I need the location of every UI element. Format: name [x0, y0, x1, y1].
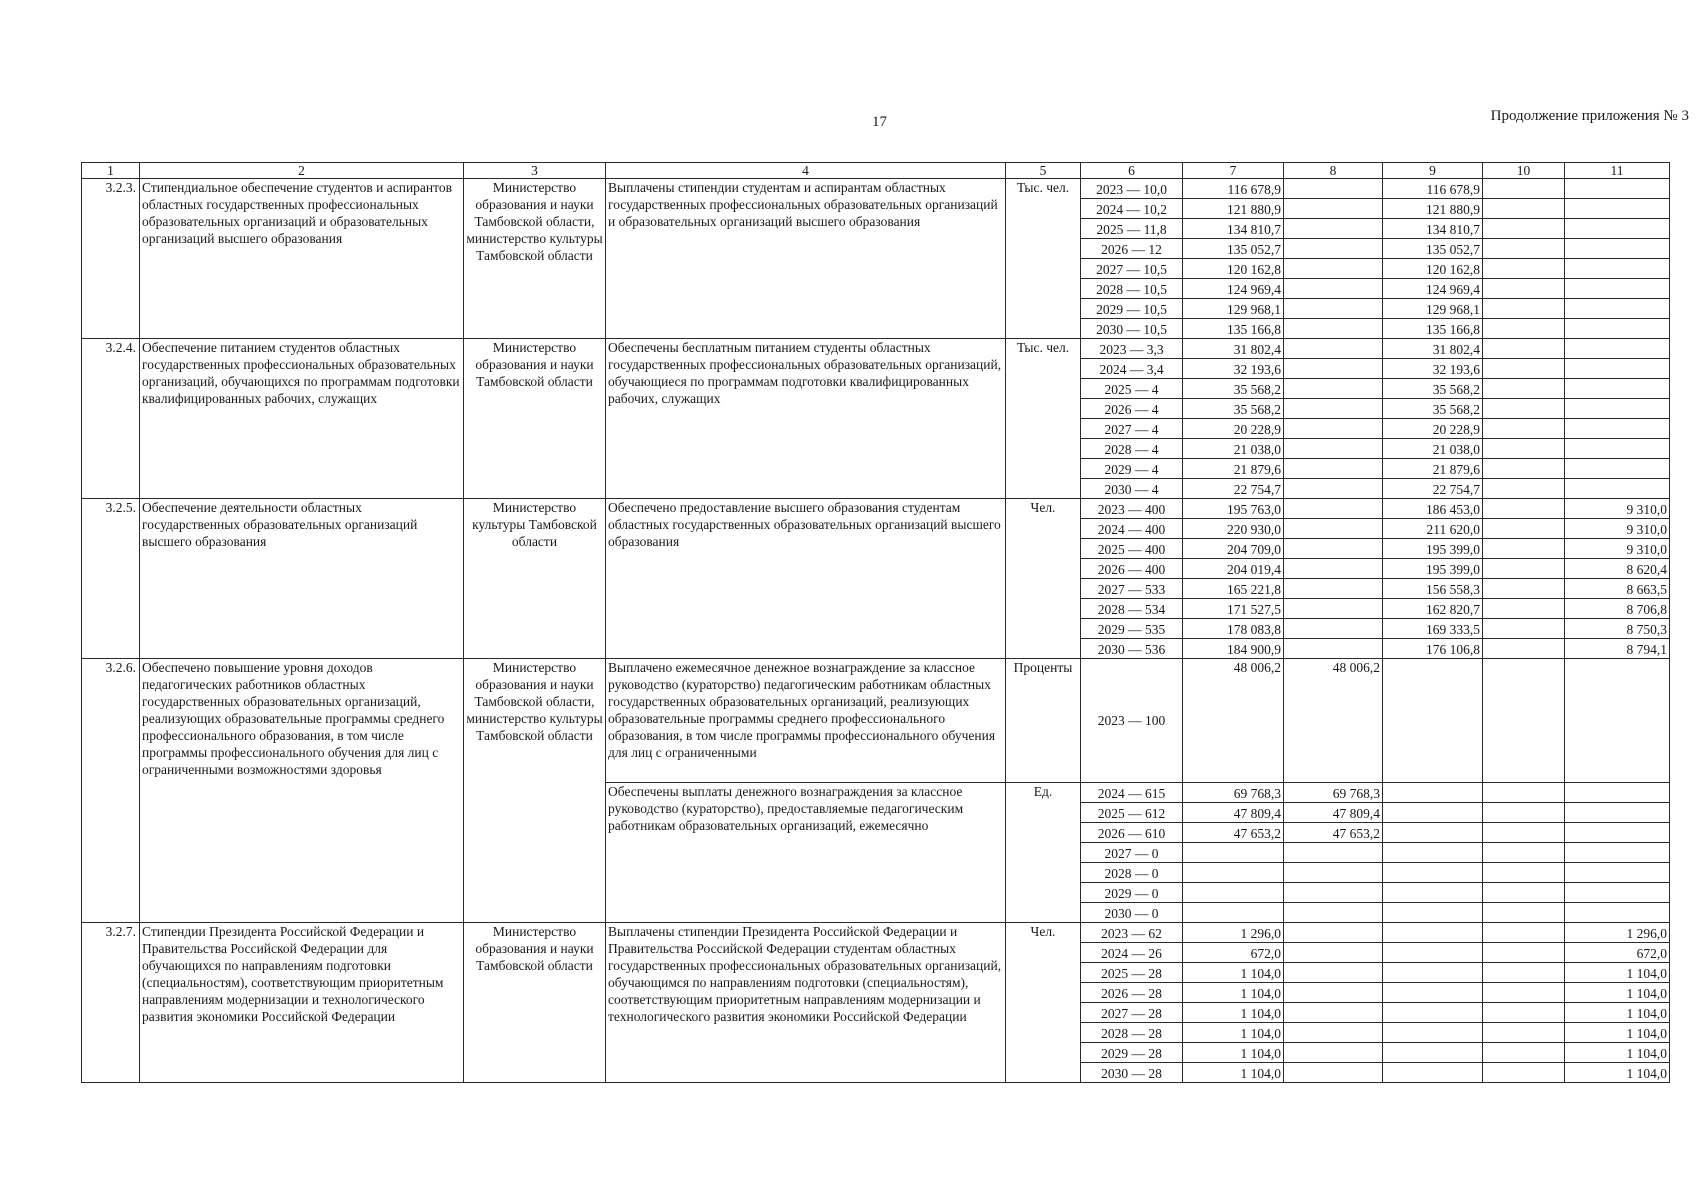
funding-col8-cell — [1284, 299, 1383, 319]
funding-col8-cell: 47 653,2 — [1284, 823, 1383, 843]
funding-col8-cell — [1284, 963, 1383, 983]
year-target-cell: 2027 — 0 — [1081, 843, 1183, 863]
item-code: 3.2.7. — [82, 923, 140, 1083]
funding-col9-cell: 195 399,0 — [1383, 559, 1483, 579]
total-funding-cell: 47 809,4 — [1183, 803, 1284, 823]
total-funding-cell: 124 969,4 — [1183, 279, 1284, 299]
item-name: Обеспечение деятельности областных государственных образовательных организаций высшего образования — [140, 499, 464, 659]
funding-cell: 48 006,2 — [1284, 659, 1383, 783]
item-result: Выплачены стипендии Президента Российской Федерации и Правительства Российской Федерации студентам областных государственных профессиональных образовательных организаций, обучающимся по направлениям подготовки (специальностям), соответствующим приоритетным направлениям модернизации и технологического развития экономики Российской Федерации — [606, 923, 1006, 1083]
funding-col10-cell — [1483, 903, 1565, 923]
funding-col11-cell — [1565, 279, 1670, 299]
item-result: Выплачены стипендии студентам и аспирантам областных государственных профессиональных образовательных организаций и образовательных организаций высшего образования — [606, 179, 1006, 339]
total-funding-cell: 129 968,1 — [1183, 299, 1284, 319]
funding-col11-cell — [1565, 239, 1670, 259]
funding-col10-cell — [1483, 599, 1565, 619]
funding-col8-cell — [1284, 843, 1383, 863]
total-funding-cell: 32 193,6 — [1183, 359, 1284, 379]
funding-col9-cell: 21 879,6 — [1383, 459, 1483, 479]
funding-col8-cell — [1284, 419, 1383, 439]
funding-col10-cell — [1483, 539, 1565, 559]
funding-col11-cell: 8 620,4 — [1565, 559, 1670, 579]
funding-col9-cell: 129 968,1 — [1383, 299, 1483, 319]
year-target-cell: 2024 — 26 — [1081, 943, 1183, 963]
funding-col11-cell — [1565, 339, 1670, 359]
funding-col9-cell: 22 754,7 — [1383, 479, 1483, 499]
year-target-cell: 2029 — 0 — [1081, 883, 1183, 903]
column-header: 6 — [1081, 163, 1183, 179]
year-target-cell: 2030 — 0 — [1081, 903, 1183, 923]
year-target-cell: 2024 — 3,4 — [1081, 359, 1183, 379]
column-header: 11 — [1565, 163, 1670, 179]
column-header: 7 — [1183, 163, 1284, 179]
funding-col10-cell — [1483, 639, 1565, 659]
total-funding-cell: 120 162,8 — [1183, 259, 1284, 279]
total-funding-cell: 135 052,7 — [1183, 239, 1284, 259]
funding-col8-cell — [1284, 639, 1383, 659]
funding-col9-cell — [1383, 843, 1483, 863]
funding-col8-cell — [1284, 359, 1383, 379]
funding-col11-cell: 9 310,0 — [1565, 519, 1670, 539]
item-unit: Чел. — [1006, 923, 1081, 1083]
funding-col10-cell — [1483, 299, 1565, 319]
funding-col9-cell: 162 820,7 — [1383, 599, 1483, 619]
funding-col10-cell — [1483, 219, 1565, 239]
funding-col11-cell: 1 104,0 — [1565, 1003, 1670, 1023]
total-funding-cell: 47 653,2 — [1183, 823, 1284, 843]
appendix-table — [81, 162, 1670, 1083]
funding-col11-cell — [1565, 359, 1670, 379]
funding-col10-cell — [1483, 459, 1565, 479]
funding-col11-cell — [1565, 379, 1670, 399]
funding-col9-cell — [1383, 823, 1483, 843]
funding-col11-cell — [1565, 883, 1670, 903]
item-name: Обеспечение питанием студентов областных государственных профессиональных образовательных организаций, обучающихся по программам подготовки квалифицированных рабочих, служащих — [140, 339, 464, 499]
funding-col11-cell: 8 706,8 — [1565, 599, 1670, 619]
funding-col10-cell — [1483, 983, 1565, 1003]
funding-col11-cell — [1565, 199, 1670, 219]
funding-col10-cell — [1483, 1063, 1565, 1083]
table-row — [82, 339, 1670, 359]
funding-col10-cell — [1483, 783, 1565, 803]
funding-col8-cell — [1284, 179, 1383, 199]
funding-col11-cell — [1565, 823, 1670, 843]
funding-cell: 48 006,2 — [1183, 659, 1284, 783]
funding-col10-cell — [1483, 519, 1565, 539]
item-code: 3.2.5. — [82, 499, 140, 659]
funding-col9-cell — [1383, 1063, 1483, 1083]
item-code: 3.2.3. — [82, 179, 140, 339]
funding-col11-cell: 9 310,0 — [1565, 499, 1670, 519]
funding-col8-cell — [1284, 619, 1383, 639]
total-funding-cell: 220 930,0 — [1183, 519, 1284, 539]
year-target-cell: 2029 — 10,5 — [1081, 299, 1183, 319]
funding-col9-cell: 35 568,2 — [1383, 379, 1483, 399]
year-target-cell: 2026 — 28 — [1081, 983, 1183, 1003]
item-unit: Тыс. чел. — [1006, 339, 1081, 499]
funding-col10-cell — [1483, 259, 1565, 279]
funding-col8-cell — [1284, 319, 1383, 339]
funding-col10-cell — [1483, 619, 1565, 639]
year-target-cell: 2028 — 10,5 — [1081, 279, 1183, 299]
year-target-cell: 2024 — 400 — [1081, 519, 1183, 539]
item-executor: Министерство культуры Тамбовской области — [464, 499, 606, 659]
funding-col11-cell: 1 296,0 — [1565, 923, 1670, 943]
funding-col8-cell — [1284, 883, 1383, 903]
total-funding-cell: 69 768,3 — [1183, 783, 1284, 803]
funding-col11-cell — [1565, 399, 1670, 419]
column-header: 2 — [140, 163, 464, 179]
year-target-cell: 2023 — 3,3 — [1081, 339, 1183, 359]
total-funding-cell: 21 038,0 — [1183, 439, 1284, 459]
year-target-cell: 2023 — 62 — [1081, 923, 1183, 943]
total-funding-cell: 1 104,0 — [1183, 1063, 1284, 1083]
funding-col8-cell: 47 809,4 — [1284, 803, 1383, 823]
funding-col8-cell — [1284, 519, 1383, 539]
funding-col8-cell — [1284, 499, 1383, 519]
funding-col9-cell: 195 399,0 — [1383, 539, 1483, 559]
funding-col10-cell — [1483, 803, 1565, 823]
funding-col9-cell — [1383, 803, 1483, 823]
year-target-cell: 2027 — 10,5 — [1081, 259, 1183, 279]
funding-col10-cell — [1483, 239, 1565, 259]
total-funding-cell — [1183, 843, 1284, 863]
item-executor: Министерство образования и науки Тамбовской области, министерство культуры Тамбовской области — [464, 659, 606, 923]
funding-col8-cell — [1284, 599, 1383, 619]
item-code: 3.2.6. — [82, 659, 140, 923]
funding-col11-cell: 9 310,0 — [1565, 539, 1670, 559]
year-target-cell: 2029 — 4 — [1081, 459, 1183, 479]
funding-col9-cell — [1383, 923, 1483, 943]
column-header: 3 — [464, 163, 606, 179]
column-header: 1 — [82, 163, 140, 179]
total-funding-cell: 1 104,0 — [1183, 1003, 1284, 1023]
funding-col9-cell: 120 162,8 — [1383, 259, 1483, 279]
funding-col10-cell — [1483, 439, 1565, 459]
funding-col9-cell: 135 052,7 — [1383, 239, 1483, 259]
funding-col11-cell: 8 750,3 — [1565, 619, 1670, 639]
funding-col10-cell — [1483, 499, 1565, 519]
funding-col8-cell — [1284, 219, 1383, 239]
year-target-cell: 2028 — 28 — [1081, 1023, 1183, 1043]
total-funding-cell: 204 709,0 — [1183, 539, 1284, 559]
funding-col11-cell: 1 104,0 — [1565, 1043, 1670, 1063]
funding-col9-cell — [1383, 983, 1483, 1003]
funding-col10-cell — [1483, 1023, 1565, 1043]
total-funding-cell — [1183, 883, 1284, 903]
total-funding-cell: 20 228,9 — [1183, 419, 1284, 439]
funding-col11-cell: 1 104,0 — [1565, 983, 1670, 1003]
total-funding-cell: 171 527,5 — [1183, 599, 1284, 619]
funding-col8-cell — [1284, 439, 1383, 459]
funding-col9-cell: 32 193,6 — [1383, 359, 1483, 379]
funding-col9-cell: 116 678,9 — [1383, 179, 1483, 199]
funding-col8-cell — [1284, 1043, 1383, 1063]
funding-col10-cell — [1483, 179, 1565, 199]
funding-col9-cell: 134 810,7 — [1383, 219, 1483, 239]
funding-col10-cell — [1483, 479, 1565, 499]
funding-col10-cell — [1483, 559, 1565, 579]
funding-col8-cell — [1284, 903, 1383, 923]
item-executor: Министерство образования и науки Тамбовской области — [464, 923, 606, 1083]
year-target-cell: 2028 — 0 — [1081, 863, 1183, 883]
item-unit: Ед. — [1006, 783, 1081, 923]
funding-col9-cell: 211 620,0 — [1383, 519, 1483, 539]
total-funding-cell: 134 810,7 — [1183, 219, 1284, 239]
funding-col9-cell — [1383, 963, 1483, 983]
funding-col9-cell — [1383, 863, 1483, 883]
funding-col8-cell — [1284, 459, 1383, 479]
funding-col11-cell — [1565, 219, 1670, 239]
total-funding-cell: 135 166,8 — [1183, 319, 1284, 339]
total-funding-cell: 22 754,7 — [1183, 479, 1284, 499]
item-result: Обеспечено предоставление высшего образования студентам областных государственных образовательных организаций высшего образования — [606, 499, 1006, 659]
funding-col9-cell: 135 166,8 — [1383, 319, 1483, 339]
year-target-cell: 2027 — 28 — [1081, 1003, 1183, 1023]
funding-col8-cell — [1284, 1023, 1383, 1043]
funding-col9-cell: 186 453,0 — [1383, 499, 1483, 519]
funding-col8-cell — [1284, 259, 1383, 279]
funding-col11-cell: 8 794,1 — [1565, 639, 1670, 659]
year-target-cell: 2029 — 535 — [1081, 619, 1183, 639]
funding-col8-cell — [1284, 479, 1383, 499]
year-target-cell: 2028 — 534 — [1081, 599, 1183, 619]
total-funding-cell: 31 802,4 — [1183, 339, 1284, 359]
column-header: 8 — [1284, 163, 1383, 179]
funding-col8-cell — [1284, 199, 1383, 219]
total-funding-cell: 21 879,6 — [1183, 459, 1284, 479]
funding-col11-cell: 1 104,0 — [1565, 963, 1670, 983]
item-name: Стипендиальное обеспечение студентов и аспирантов областных государственных профессиональных образовательных организаций и образовательных организаций высшего образования — [140, 179, 464, 339]
funding-col10-cell — [1483, 199, 1565, 219]
year-target-cell: 2026 — 400 — [1081, 559, 1183, 579]
total-funding-cell — [1183, 903, 1284, 923]
funding-col11-cell — [1565, 479, 1670, 499]
year-target-cell: 2028 — 4 — [1081, 439, 1183, 459]
total-funding-cell: 204 019,4 — [1183, 559, 1284, 579]
funding-col9-cell: 35 568,2 — [1383, 399, 1483, 419]
year-target-cell: 2026 — 12 — [1081, 239, 1183, 259]
funding-col9-cell — [1383, 883, 1483, 903]
funding-col9-cell: 31 802,4 — [1383, 339, 1483, 359]
year-target-cell: 2030 — 536 — [1081, 639, 1183, 659]
table-row — [82, 179, 1670, 199]
funding-col11-cell: 1 104,0 — [1565, 1023, 1670, 1043]
item-code: 3.2.4. — [82, 339, 140, 499]
funding-col10-cell — [1483, 843, 1565, 863]
column-header: 9 — [1383, 163, 1483, 179]
total-funding-cell: 1 296,0 — [1183, 923, 1284, 943]
funding-col9-cell: 121 880,9 — [1383, 199, 1483, 219]
funding-col10-cell — [1483, 923, 1565, 943]
funding-col9-cell: 21 038,0 — [1383, 439, 1483, 459]
funding-col8-cell — [1284, 1003, 1383, 1023]
funding-col9-cell — [1383, 783, 1483, 803]
item-executor: Министерство образования и науки Тамбовской области, министерство культуры Тамбовской области — [464, 179, 606, 339]
table-row — [82, 923, 1670, 943]
year-target-cell: 2027 — 533 — [1081, 579, 1183, 599]
funding-col11-cell — [1565, 803, 1670, 823]
year-target-cell: 2030 — 4 — [1081, 479, 1183, 499]
year-target-cell: 2025 — 400 — [1081, 539, 1183, 559]
funding-col8-cell — [1284, 239, 1383, 259]
year-target-cell: 2029 — 28 — [1081, 1043, 1183, 1063]
item-unit: Тыс. чел. — [1006, 179, 1081, 339]
funding-col10-cell — [1483, 1003, 1565, 1023]
funding-col11-cell — [1565, 459, 1670, 479]
funding-col9-cell: 20 228,9 — [1383, 419, 1483, 439]
total-funding-cell: 121 880,9 — [1183, 199, 1284, 219]
year-target-cell: 2025 — 11,8 — [1081, 219, 1183, 239]
item-unit: Чел. — [1006, 499, 1081, 659]
column-header: 4 — [606, 163, 1006, 179]
funding-cell — [1383, 659, 1483, 783]
year-target-cell: 2026 — 4 — [1081, 399, 1183, 419]
funding-col9-cell: 169 333,5 — [1383, 619, 1483, 639]
funding-col8-cell — [1284, 943, 1383, 963]
funding-col8-cell — [1284, 559, 1383, 579]
funding-col11-cell — [1565, 259, 1670, 279]
item-unit: Проценты — [1006, 659, 1081, 783]
funding-col10-cell — [1483, 963, 1565, 983]
item-name: Обеспечено повышение уровня доходов педагогических работников областных государственных образовательных организаций, реализующих образовательные программы среднего профессионального образования, в том числе программы профессионального обучения для лиц с ограниченными возможностями здоровья — [140, 659, 464, 923]
funding-col10-cell — [1483, 399, 1565, 419]
total-funding-cell: 1 104,0 — [1183, 963, 1284, 983]
funding-col10-cell — [1483, 319, 1565, 339]
total-funding-cell: 195 763,0 — [1183, 499, 1284, 519]
year-target-cell: 2023 — 100 — [1081, 659, 1183, 783]
appendix-continuation-label: Продолжение приложения № 3 — [1490, 108, 1689, 124]
funding-col9-cell: 176 106,8 — [1383, 639, 1483, 659]
funding-col11-cell: 8 663,5 — [1565, 579, 1670, 599]
year-target-cell: 2030 — 10,5 — [1081, 319, 1183, 339]
funding-col10-cell — [1483, 823, 1565, 843]
year-target-cell: 2030 — 28 — [1081, 1063, 1183, 1083]
item-name: Стипендии Президента Российской Федерации и Правительства Российской Федерации для обучающихся по направлениям подготовки (специальностям), соответствующим приоритетным направлениям модернизации и технологического развития экономики Российской Федерации — [140, 923, 464, 1083]
funding-col8-cell — [1284, 539, 1383, 559]
total-funding-cell: 178 083,8 — [1183, 619, 1284, 639]
funding-col10-cell — [1483, 863, 1565, 883]
total-funding-cell: 116 678,9 — [1183, 179, 1284, 199]
year-target-cell: 2025 — 28 — [1081, 963, 1183, 983]
funding-col8-cell — [1284, 379, 1383, 399]
item-executor: Министерство образования и науки Тамбовской области — [464, 339, 606, 499]
funding-col9-cell — [1383, 1003, 1483, 1023]
funding-col10-cell — [1483, 943, 1565, 963]
total-funding-cell: 1 104,0 — [1183, 983, 1284, 1003]
total-funding-cell: 1 104,0 — [1183, 1043, 1284, 1063]
table-row — [82, 659, 1670, 783]
year-target-cell: 2024 — 10,2 — [1081, 199, 1183, 219]
column-number-row — [82, 163, 1670, 179]
item-result: Выплачено ежемесячное денежное вознаграждение за классное руководство (кураторство) педагогическим работникам областных государственных образовательных организаций, реализующих образовательные программы среднего профессионального образования, в том числе программы профессионального обучения для лиц с ограниченными — [606, 659, 1006, 783]
total-funding-cell: 1 104,0 — [1183, 1023, 1284, 1043]
year-target-cell: 2023 — 400 — [1081, 499, 1183, 519]
column-header: 5 — [1006, 163, 1081, 179]
year-target-cell: 2026 — 610 — [1081, 823, 1183, 843]
funding-cell — [1565, 659, 1670, 783]
funding-col9-cell: 156 558,3 — [1383, 579, 1483, 599]
funding-col11-cell — [1565, 299, 1670, 319]
funding-col8-cell — [1284, 983, 1383, 1003]
total-funding-cell: 672,0 — [1183, 943, 1284, 963]
funding-col8-cell — [1284, 923, 1383, 943]
funding-col9-cell — [1383, 943, 1483, 963]
funding-col11-cell — [1565, 843, 1670, 863]
funding-col11-cell — [1565, 319, 1670, 339]
funding-col8-cell — [1284, 399, 1383, 419]
year-target-cell: 2027 — 4 — [1081, 419, 1183, 439]
funding-cell — [1483, 659, 1565, 783]
funding-col10-cell — [1483, 339, 1565, 359]
funding-col10-cell — [1483, 579, 1565, 599]
total-funding-cell: 35 568,2 — [1183, 379, 1284, 399]
funding-col11-cell — [1565, 179, 1670, 199]
funding-col9-cell — [1383, 1043, 1483, 1063]
page-number: 17 — [872, 114, 887, 130]
funding-col8-cell — [1284, 863, 1383, 883]
year-target-cell: 2023 — 10,0 — [1081, 179, 1183, 199]
funding-col8-cell: 69 768,3 — [1284, 783, 1383, 803]
total-funding-cell: 184 900,9 — [1183, 639, 1284, 659]
total-funding-cell: 35 568,2 — [1183, 399, 1284, 419]
funding-col10-cell — [1483, 379, 1565, 399]
column-header: 10 — [1483, 163, 1565, 179]
funding-col10-cell — [1483, 359, 1565, 379]
item-result: Обеспечены выплаты денежного вознаграждения за классное руководство (кураторство), предоставляемые педагогическим работникам образовательных организаций, ежемесячно — [606, 783, 1006, 923]
funding-col11-cell — [1565, 419, 1670, 439]
funding-col9-cell — [1383, 1023, 1483, 1043]
year-target-cell: 2025 — 612 — [1081, 803, 1183, 823]
funding-col11-cell — [1565, 783, 1670, 803]
funding-col11-cell — [1565, 863, 1670, 883]
table-row — [82, 499, 1670, 519]
year-target-cell: 2025 — 4 — [1081, 379, 1183, 399]
funding-col9-cell — [1383, 903, 1483, 923]
funding-col10-cell — [1483, 883, 1565, 903]
total-funding-cell: 165 221,8 — [1183, 579, 1284, 599]
funding-col10-cell — [1483, 1043, 1565, 1063]
funding-col8-cell — [1284, 279, 1383, 299]
item-result: Обеспечены бесплатным питанием студенты областных государственных профессиональных образовательных организаций, обучающиеся по программам подготовки квалифицированных рабочих, служащих — [606, 339, 1006, 499]
funding-col10-cell — [1483, 279, 1565, 299]
funding-col8-cell — [1284, 339, 1383, 359]
funding-col10-cell — [1483, 419, 1565, 439]
funding-col9-cell: 124 969,4 — [1383, 279, 1483, 299]
funding-col11-cell: 672,0 — [1565, 943, 1670, 963]
year-target-cell: 2024 — 615 — [1081, 783, 1183, 803]
funding-col11-cell — [1565, 903, 1670, 923]
funding-col11-cell: 1 104,0 — [1565, 1063, 1670, 1083]
funding-col8-cell — [1284, 579, 1383, 599]
funding-col8-cell — [1284, 1063, 1383, 1083]
total-funding-cell — [1183, 863, 1284, 883]
funding-col11-cell — [1565, 439, 1670, 459]
